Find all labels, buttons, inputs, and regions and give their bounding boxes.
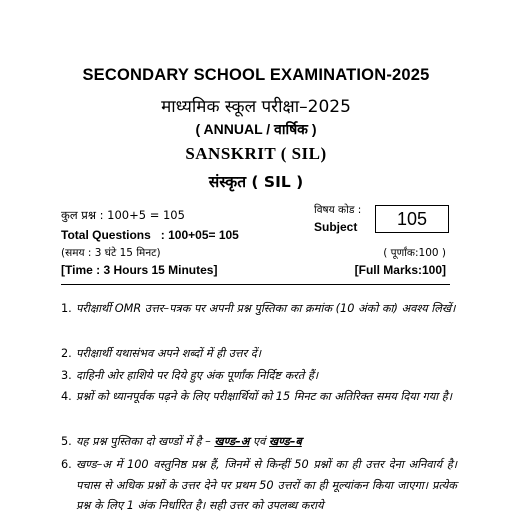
instruction-text: परीक्षार्थी यथासंभव अपने शब्दों में ही उत्तर दें। [76,347,262,360]
instruction-number: 2. [61,347,72,360]
exam-title-hindi: माध्यमिक स्कूल परीक्षा–2025 [161,97,351,117]
instruction-number: 1. [61,302,72,315]
time-hindi: (समय : 3 घंटे 15 मिनट) [61,247,161,259]
full-marks-hindi: ( पूर्णांक:100 ) [383,247,446,259]
section-b-label: खण्ड–ब [269,435,302,448]
instruction-item [61,344,457,365]
instruction-text-lead: यह प्रश्न पुस्तिका दो खण्डों में है – [76,435,211,448]
instruction-item [61,299,457,320]
instruction-item [61,432,457,453]
joiner-text: एवं [252,435,266,448]
instruction-text [76,432,457,453]
instruction-text: दाहिनी ओर हाशिये पर दिये हुए अंक पूर्णांक निर्दिष्ट करते हैं। [76,369,319,382]
instruction-number: 5. [61,435,72,448]
full-marks: [Full Marks:100] [354,263,446,277]
instruction-item [61,387,457,408]
time-allowed: [Time : 3 Hours 15 Minutes] [61,263,218,277]
instruction-item [61,455,457,517]
total-questions: Total Questions : 100+05= 105 [61,228,239,242]
instruction-text: प्रश्नों को ध्यानपूर्वक पढ़ने के लिए परीक्षार्थियों को 15 मिनट का अतिरिक्त समय दिया गया है। [76,390,453,403]
subject-title: SANSKRIT ( SIL) [185,144,327,163]
subject-code-box: 105 [375,205,449,233]
subject-code-label: Subject [314,220,358,234]
instruction-number: 4. [61,390,72,403]
instruction-number: 3. [61,369,72,382]
total-questions-hindi: कुल प्रश्न : 100+5 = 105 [61,208,185,222]
instruction-text: खण्ड–अ में 100 वस्तुनिष्ठ प्रश्न हैं, जिनमें से किन्हीं 50 प्रश्नों का ही उत्तर देना अनिवार्य है। पचास से अधिक प्रश्नों के उत्तर देने पर प्रथम 50 उत्तरों का ही मूल्यांकन किया जाएगा। प्रत्येक प्रश्न के लिए 1 अंक निर्धारित है। सही उत्तर को उपलब्ध कराये [76,458,457,512]
section-a-label: खण्ड–अ [214,435,250,448]
exam-type: ( ANNUAL / वार्षिक ) [195,121,317,137]
instruction-item [61,366,457,387]
subject-title-hindi: संस्कृत ( SIL ) [208,173,304,191]
instruction-text: परीक्षार्थी OMR उत्तर–पत्रक पर अपनी प्रश्न पुस्तिका का क्रमांक (10 अंको का) अवश्य लिखें। [76,302,456,315]
instruction-number: 6. [61,458,72,471]
exam-title: SECONDARY SCHOOL EXAMINATION-2025 [82,66,430,84]
divider [61,284,450,285]
subject-code-label-hindi: विषय कोड : [314,204,362,216]
